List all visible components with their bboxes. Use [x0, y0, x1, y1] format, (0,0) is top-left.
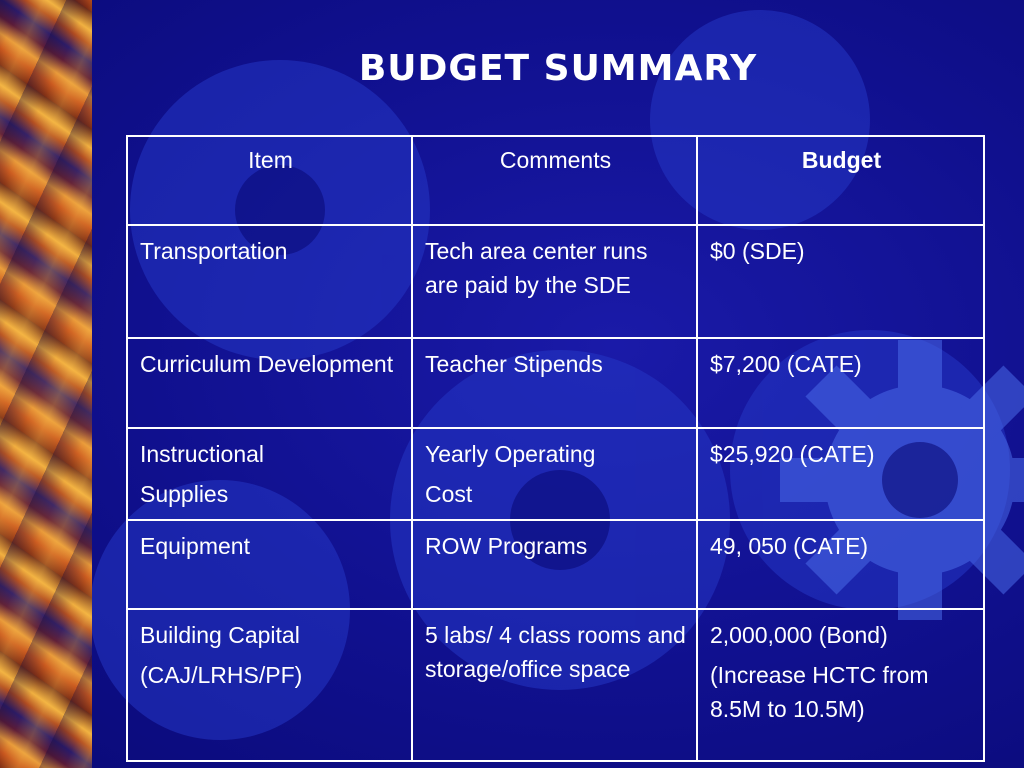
- cell-text: Cost: [425, 481, 473, 507]
- cell-budget: [697, 338, 984, 428]
- table-row: [127, 520, 984, 609]
- cell-text: Equipment: [140, 533, 250, 559]
- cell-text: 5 labs/ 4 class rooms and storage/office space: [425, 622, 686, 682]
- header-item: Item: [127, 136, 412, 225]
- table-row: [127, 225, 984, 338]
- cell-text: Teacher Stipends: [425, 351, 603, 377]
- cell-text: (CAJ/LRHS/PF): [140, 662, 303, 688]
- table-row: [127, 338, 984, 428]
- cell-text: $0 (SDE): [710, 238, 805, 264]
- cell-comments: [412, 520, 697, 609]
- cell-text: Curriculum Development: [140, 351, 394, 377]
- cell-text: 49, 050 (CATE): [710, 533, 869, 559]
- cell-text: $7,200 (CATE): [710, 351, 862, 377]
- table-header-row: [127, 136, 984, 225]
- table-row: [127, 428, 984, 520]
- header-comments: Comments: [412, 136, 697, 225]
- cell-text: Building Capital: [140, 622, 300, 648]
- cell-text: (Increase HCTC from 8.5M to 10.5M): [710, 662, 929, 722]
- header-budget: Budget: [697, 136, 984, 225]
- cell-item: [127, 338, 412, 428]
- cell-text: Tech area center runs are paid by the SDE: [425, 238, 648, 298]
- cell-comments: [412, 338, 697, 428]
- cell-item: [127, 428, 412, 520]
- cell-item: [127, 609, 412, 761]
- cell-text: Instructional: [140, 441, 265, 467]
- decorative-side-strip: [0, 0, 92, 768]
- cell-budget: [697, 609, 984, 761]
- cell-text: Transportation: [140, 238, 288, 264]
- cell-text: Yearly Operating: [425, 441, 596, 467]
- cell-comments: [412, 225, 697, 338]
- cell-comments: [412, 609, 697, 761]
- cell-text: ROW Programs: [425, 533, 588, 559]
- cell-item: [127, 225, 412, 338]
- table-row: [127, 609, 984, 761]
- budget-table: [126, 135, 985, 762]
- cell-item: [127, 520, 412, 609]
- cell-budget: [697, 225, 984, 338]
- cell-text: $25,920 (CATE): [710, 441, 875, 467]
- cell-budget: [697, 520, 984, 609]
- cell-text: 2,000,000 (Bond): [710, 622, 888, 648]
- cell-text: Supplies: [140, 481, 229, 507]
- cell-budget: [697, 428, 984, 520]
- cell-comments: [412, 428, 697, 520]
- slide-title: BUDGET SUMMARY: [358, 48, 758, 89]
